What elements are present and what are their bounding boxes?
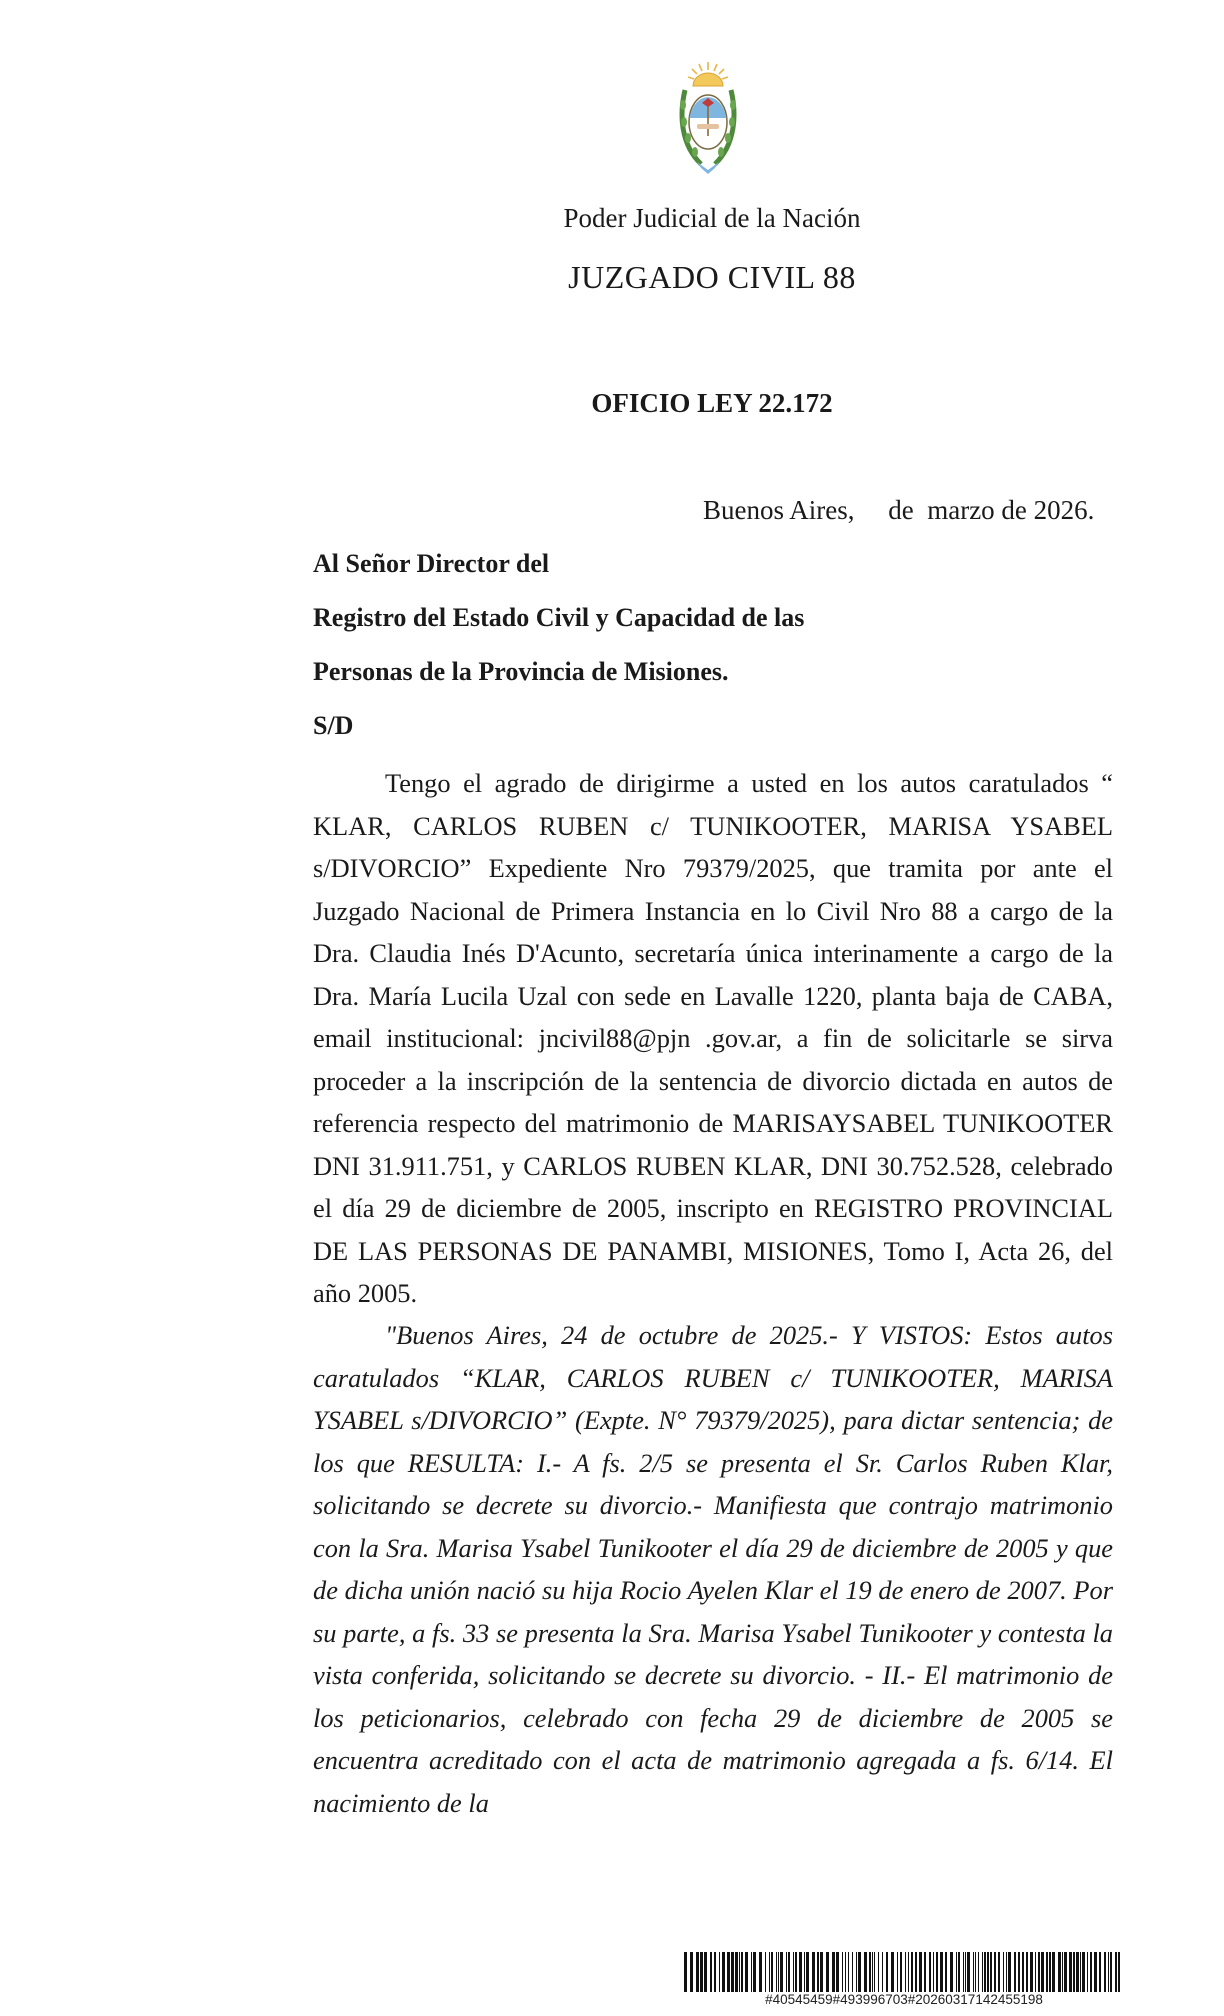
barcode-bar xyxy=(1052,1952,1055,1992)
barcode-bar xyxy=(858,1952,861,1992)
barcode-bar xyxy=(975,1952,976,1992)
barcode-bar xyxy=(911,1952,913,1992)
barcode-bar xyxy=(929,1952,931,1992)
barcode-bar xyxy=(924,1952,926,1992)
barcode-bar xyxy=(836,1952,839,1992)
addressee-line-2: Registro del Estado Civil y Capacidad de las xyxy=(313,603,805,632)
barcode-bar xyxy=(765,1952,766,1992)
barcode-bar xyxy=(998,1952,1000,1992)
document-title: OFICIO LEY 22.172 xyxy=(591,388,833,418)
barcode-text: #40545459#493996703#20260317142455198 xyxy=(765,1992,1043,2007)
barcode-bar xyxy=(878,1952,879,1992)
barcode-bar xyxy=(990,1952,992,1992)
barcode-bar xyxy=(776,1952,777,1992)
barcode-bar xyxy=(1035,1952,1036,1992)
court-heading: JUZGADO CIVIL 88 xyxy=(568,259,856,295)
barcode-bar xyxy=(963,1952,964,1992)
barcode-bar xyxy=(1080,1952,1081,1992)
barcode-bar xyxy=(965,1952,966,1992)
barcode-bar xyxy=(1087,1952,1088,1992)
barcode-bar xyxy=(842,1952,843,1992)
barcode-bar xyxy=(1073,1952,1075,1992)
barcode-bar xyxy=(684,1952,687,1992)
barcode-bar xyxy=(1046,1952,1048,1992)
barcode-bar xyxy=(739,1952,740,1992)
barcode-bar xyxy=(753,1952,756,1992)
barcode-bar xyxy=(832,1952,835,1992)
barcode-bar xyxy=(900,1952,902,1992)
barcode-bar xyxy=(741,1952,743,1992)
barcode-bar xyxy=(978,1952,979,1992)
barcode-bar xyxy=(848,1952,849,1992)
barcode-bar xyxy=(984,1952,986,1992)
barcode-bar xyxy=(778,1952,779,1992)
barcode-bar xyxy=(793,1952,794,1992)
barcode-bar xyxy=(817,1952,819,1992)
barcode-bar xyxy=(1082,1952,1085,1992)
barcode-bar xyxy=(1008,1952,1011,1992)
barcode-bar xyxy=(1038,1952,1040,1992)
barcode-bar xyxy=(933,1952,934,1992)
barcode-bar xyxy=(759,1952,762,1992)
barcode-bar xyxy=(804,1952,805,1992)
barcode-bar xyxy=(727,1952,730,1992)
barcode-bar xyxy=(1108,1952,1109,1992)
argentine-coat-of-arms-icon xyxy=(677,60,739,176)
barcode-bar xyxy=(1094,1952,1097,1992)
addressee-line-3: Personas de la Provincia de Misiones. xyxy=(313,657,729,686)
barcode-bar xyxy=(945,1952,947,1992)
barcode-bar xyxy=(872,1952,873,1992)
barcode-bar xyxy=(973,1952,974,1992)
body-paragraph-sentence-quote: "Buenos Aires, 24 de octubre de 2025.- Y VISTOS: Estos autos caratulados “KLAR, CARLOS RUBEN c/ TUNIKOOTER, MARISA YSABEL s/DIVORCIO” (Expte. N° 79379/2025), para dictar sentencia; de los que RESULTA: I.- A fs. 2/5 se presenta el Sr. Carlos Ruben Klar, solicitando se decrete su divorcio.- Manifiesta que contrajo matrimonio con la Sra. Marisa Ysabel Tunikooter el día 29 de diciembre de 2005 y que de dicha unión nació su hija Rocio Ayelen Klar el 19 de enero de 2007. Por su parte, a fs. 33 se presenta la Sra. Marisa Ysabel Tunikooter y contesta la vista conferida, solicitando se decrete su divorcio. - II.- El matrimonio de los peticionarios, celebrado con fecha 29 de diciembre de 2005 se encuentra acreditado con el acta de matrimonio agregada a fs. 6/14. El nacimiento de la xyxy=(313,1320,1113,1818)
barcode-bar xyxy=(864,1952,867,1992)
barcode-bar xyxy=(915,1952,917,1992)
barcode-bar xyxy=(735,1952,738,1992)
barcode-icon xyxy=(684,1952,1124,1992)
barcode-bar xyxy=(940,1952,943,1992)
barcode-bar xyxy=(882,1952,883,1992)
barcode-bar xyxy=(771,1952,773,1992)
barcode-bar xyxy=(1115,1952,1117,1992)
barcode-bar xyxy=(958,1952,960,1992)
barcode-bar xyxy=(987,1952,989,1992)
barcode-bar xyxy=(1026,1952,1028,1992)
barcode-bar xyxy=(1041,1952,1044,1992)
barcode-bar xyxy=(714,1952,716,1992)
barcode-bar xyxy=(769,1952,770,1992)
barcode-bar xyxy=(967,1952,970,1992)
barcode-bar xyxy=(919,1952,922,1992)
barcode-bar xyxy=(1062,1952,1063,1992)
barcode-bar xyxy=(731,1952,734,1992)
barcode-bar xyxy=(722,1952,725,1992)
barcode-bar xyxy=(1058,1952,1061,1992)
barcode-bar xyxy=(1064,1952,1067,1992)
barcode-bar xyxy=(1118,1952,1120,1992)
barcode-bar xyxy=(1104,1952,1106,1992)
barcode-bar xyxy=(826,1952,829,1992)
barcode-bar xyxy=(1099,1952,1101,1992)
barcode-bar xyxy=(1018,1952,1020,1992)
barcode-bar xyxy=(1090,1952,1092,1992)
barcode-bar xyxy=(786,1952,787,1992)
barcode-bar xyxy=(950,1952,953,1992)
barcode-bar xyxy=(806,1952,809,1992)
barcode-bar xyxy=(845,1952,846,1992)
barcode-bar xyxy=(690,1952,693,1992)
barcode-bar xyxy=(745,1952,748,1992)
barcode-bar xyxy=(1006,1952,1007,1992)
barcode-bar xyxy=(710,1952,712,1992)
barcode-bar xyxy=(936,1952,938,1992)
barcode-bar xyxy=(956,1952,957,1992)
barcode-bar xyxy=(812,1952,815,1992)
barcode-bar xyxy=(869,1952,871,1992)
barcode-bar xyxy=(820,1952,823,1992)
body-paragraph-request: Tengo el agrado de dirigirme a usted en los autos caratulados “ KLAR, CARLOS RUBEN c/ TUNIKOOTER, MARISA YSABEL s/DIVORCIO” Expediente Nro 79379/2025, que tramita por ante el Juzgado Nacional de Primera Instancia en lo Civil Nro 88 a cargo de la Dra. Claudia Inés D'Acunto, secretaría única interinamente a cargo de la Dra. María Lucila Uzal con sede en Lavalle 1220, planta baja de CABA, email institucional: jncivil88@pjn .gov.ar, a fin de solicitarle se sirva proceder a la inscripción de la sentencia de divorcio dictada en autos de referencia respecto del matrimonio de MARISAYSABEL TUNIKOOTER DNI 31.911.751, y CARLOS RUBEN KLAR, DNI 30.752.528, celebrado el día 29 de diciembre de 2005, inscripto en REGISTRO PROVINCIAL DE LAS PERSONAS DE PANAMBI, MISIONES, Tomo I, Acta 26, del año 2005. xyxy=(313,768,1113,1308)
barcode-bar xyxy=(1049,1952,1051,1992)
barcode-bar xyxy=(908,1952,909,1992)
barcode-bar xyxy=(886,1952,888,1992)
date-line: Buenos Aires, de marzo de 2026. xyxy=(703,495,1095,525)
barcode-bar xyxy=(856,1952,857,1992)
barcode-bar xyxy=(994,1952,996,1992)
barcode-bar xyxy=(852,1952,853,1992)
barcode-bar xyxy=(905,1952,906,1992)
barcode-bar xyxy=(700,1952,703,1992)
barcode-bar xyxy=(874,1952,875,1992)
barcode-bar xyxy=(780,1952,783,1992)
barcode-bar xyxy=(1003,1952,1004,1992)
barcode-bar xyxy=(795,1952,797,1992)
barcode-bar xyxy=(1076,1952,1079,1992)
barcode-bar xyxy=(751,1952,752,1992)
barcode-bar xyxy=(799,1952,802,1992)
barcode-bar xyxy=(897,1952,898,1992)
barcode-bar xyxy=(696,1952,699,1992)
barcode-bar xyxy=(891,1952,894,1992)
barcode-bar xyxy=(1069,1952,1072,1992)
addressee-salutation: S/D xyxy=(313,711,354,740)
barcode-bar xyxy=(982,1952,983,1992)
barcode-bar xyxy=(719,1952,720,1992)
barcode-bar xyxy=(1014,1952,1016,1992)
barcode-bar xyxy=(1022,1952,1024,1992)
addressee-line-1: Al Señor Director del xyxy=(313,549,550,578)
barcode-bar xyxy=(1110,1952,1112,1992)
institution-heading: Poder Judicial de la Nación xyxy=(563,203,861,233)
barcode-bar xyxy=(788,1952,790,1992)
barcode-bar xyxy=(1030,1952,1033,1992)
barcode-bar xyxy=(704,1952,707,1992)
